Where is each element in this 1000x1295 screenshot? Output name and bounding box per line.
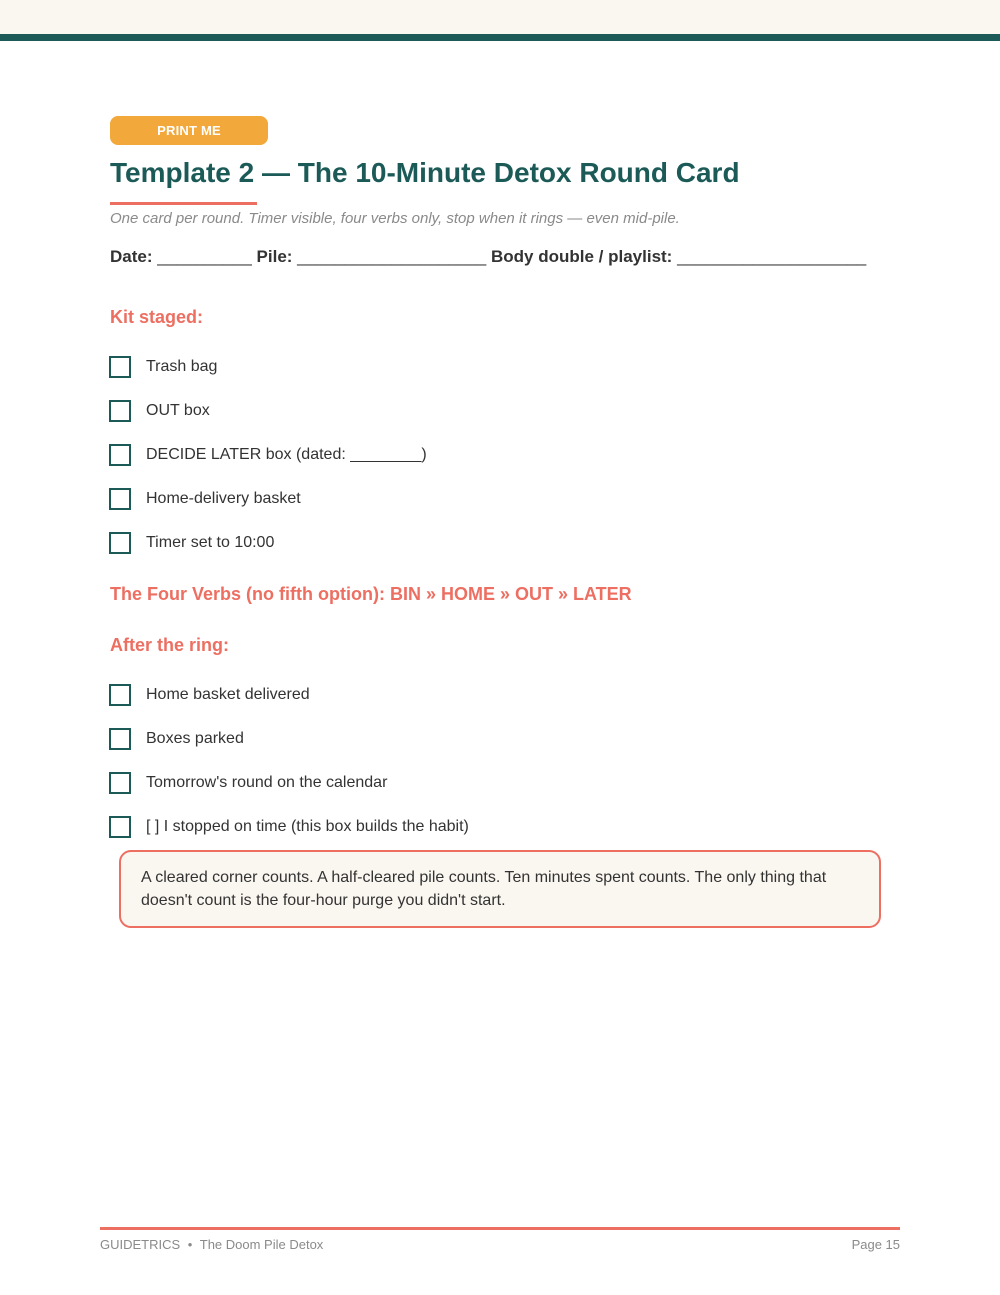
- checkbox[interactable]: [109, 684, 131, 706]
- checkbox[interactable]: [109, 772, 131, 794]
- footer-rule: [100, 1227, 900, 1230]
- footer-credit: [100, 1236, 323, 1254]
- page-subtitle: One card per round. Timer visible, four verbs only, stop when it rings — even mid-pile.: [110, 210, 680, 227]
- checkbox[interactable]: [109, 444, 131, 466]
- checklist-item-home-basket-delivered[interactable]: [109, 684, 310, 706]
- checklist-item-label: DECIDE LATER box (dated: ________): [146, 446, 427, 463]
- checklist-item-label: [ ] I stopped on time (this box builds the habit): [146, 818, 469, 835]
- checklist-item-label: Trash bag: [146, 358, 218, 375]
- page-number: Page 15: [851, 1237, 900, 1252]
- encouragement-callout: A cleared corner counts. A half-cleared pile counts. Ten minutes spent counts. The only thing that doesn't count is the four-hour purge you didn't start.: [119, 850, 881, 928]
- print-me-badge: PRINT ME: [110, 116, 268, 145]
- checkbox[interactable]: [109, 400, 131, 422]
- checklist-item-trash-bag[interactable]: [109, 356, 217, 378]
- top-rule: [0, 34, 1000, 41]
- footer-separator: •: [187, 1237, 193, 1252]
- fill-in-fields: [110, 246, 866, 268]
- title-underline: [110, 202, 257, 205]
- checklist-item-label: Tomorrow's round on the calendar: [146, 774, 388, 791]
- four-verbs-heading: The Four Verbs (no fifth option): BIN » HOME » OUT » LATER: [110, 584, 632, 604]
- checklist-item-timer-set[interactable]: [109, 532, 274, 554]
- checklist-item-stopped-on-time[interactable]: [109, 816, 469, 838]
- checklist-item-decide-later-box[interactable]: [109, 444, 427, 466]
- after-the-ring-heading: After the ring:: [110, 635, 229, 655]
- pile-blank: ____________________: [297, 247, 487, 266]
- checkbox[interactable]: [109, 816, 131, 838]
- page-title: Template 2 — The 10-Minute Detox Round Card: [110, 157, 740, 188]
- footer-book-title: The Doom Pile Detox: [199, 1237, 324, 1252]
- pile-label: Pile:: [256, 247, 293, 266]
- checkbox[interactable]: [109, 488, 131, 510]
- kit-staged-heading: Kit staged:: [110, 307, 204, 327]
- checklist-item-label: Home basket delivered: [146, 686, 310, 703]
- date-blank: __________: [157, 247, 252, 266]
- checkbox[interactable]: [109, 356, 131, 378]
- checklist-item-label: Boxes parked: [146, 730, 244, 747]
- checklist-item-tomorrows-round[interactable]: [109, 772, 387, 794]
- checklist-item-home-delivery-basket[interactable]: [109, 488, 301, 510]
- footer-brand: GUIDETRICS: [100, 1237, 181, 1252]
- checklist-item-boxes-parked[interactable]: [109, 728, 244, 750]
- checklist-item-out-box[interactable]: [109, 400, 210, 422]
- checklist-item-label: Timer set to 10:00: [146, 534, 275, 551]
- checkbox[interactable]: [109, 728, 131, 750]
- checklist-item-label: Home-delivery basket: [146, 490, 301, 507]
- date-label: Date:: [110, 247, 153, 266]
- body-double-label: Body double / playlist:: [491, 247, 673, 266]
- body-double-blank: ____________________: [677, 247, 867, 266]
- checklist-item-label: OUT box: [146, 402, 210, 419]
- top-band: [0, 0, 1000, 34]
- checkbox[interactable]: [109, 532, 131, 554]
